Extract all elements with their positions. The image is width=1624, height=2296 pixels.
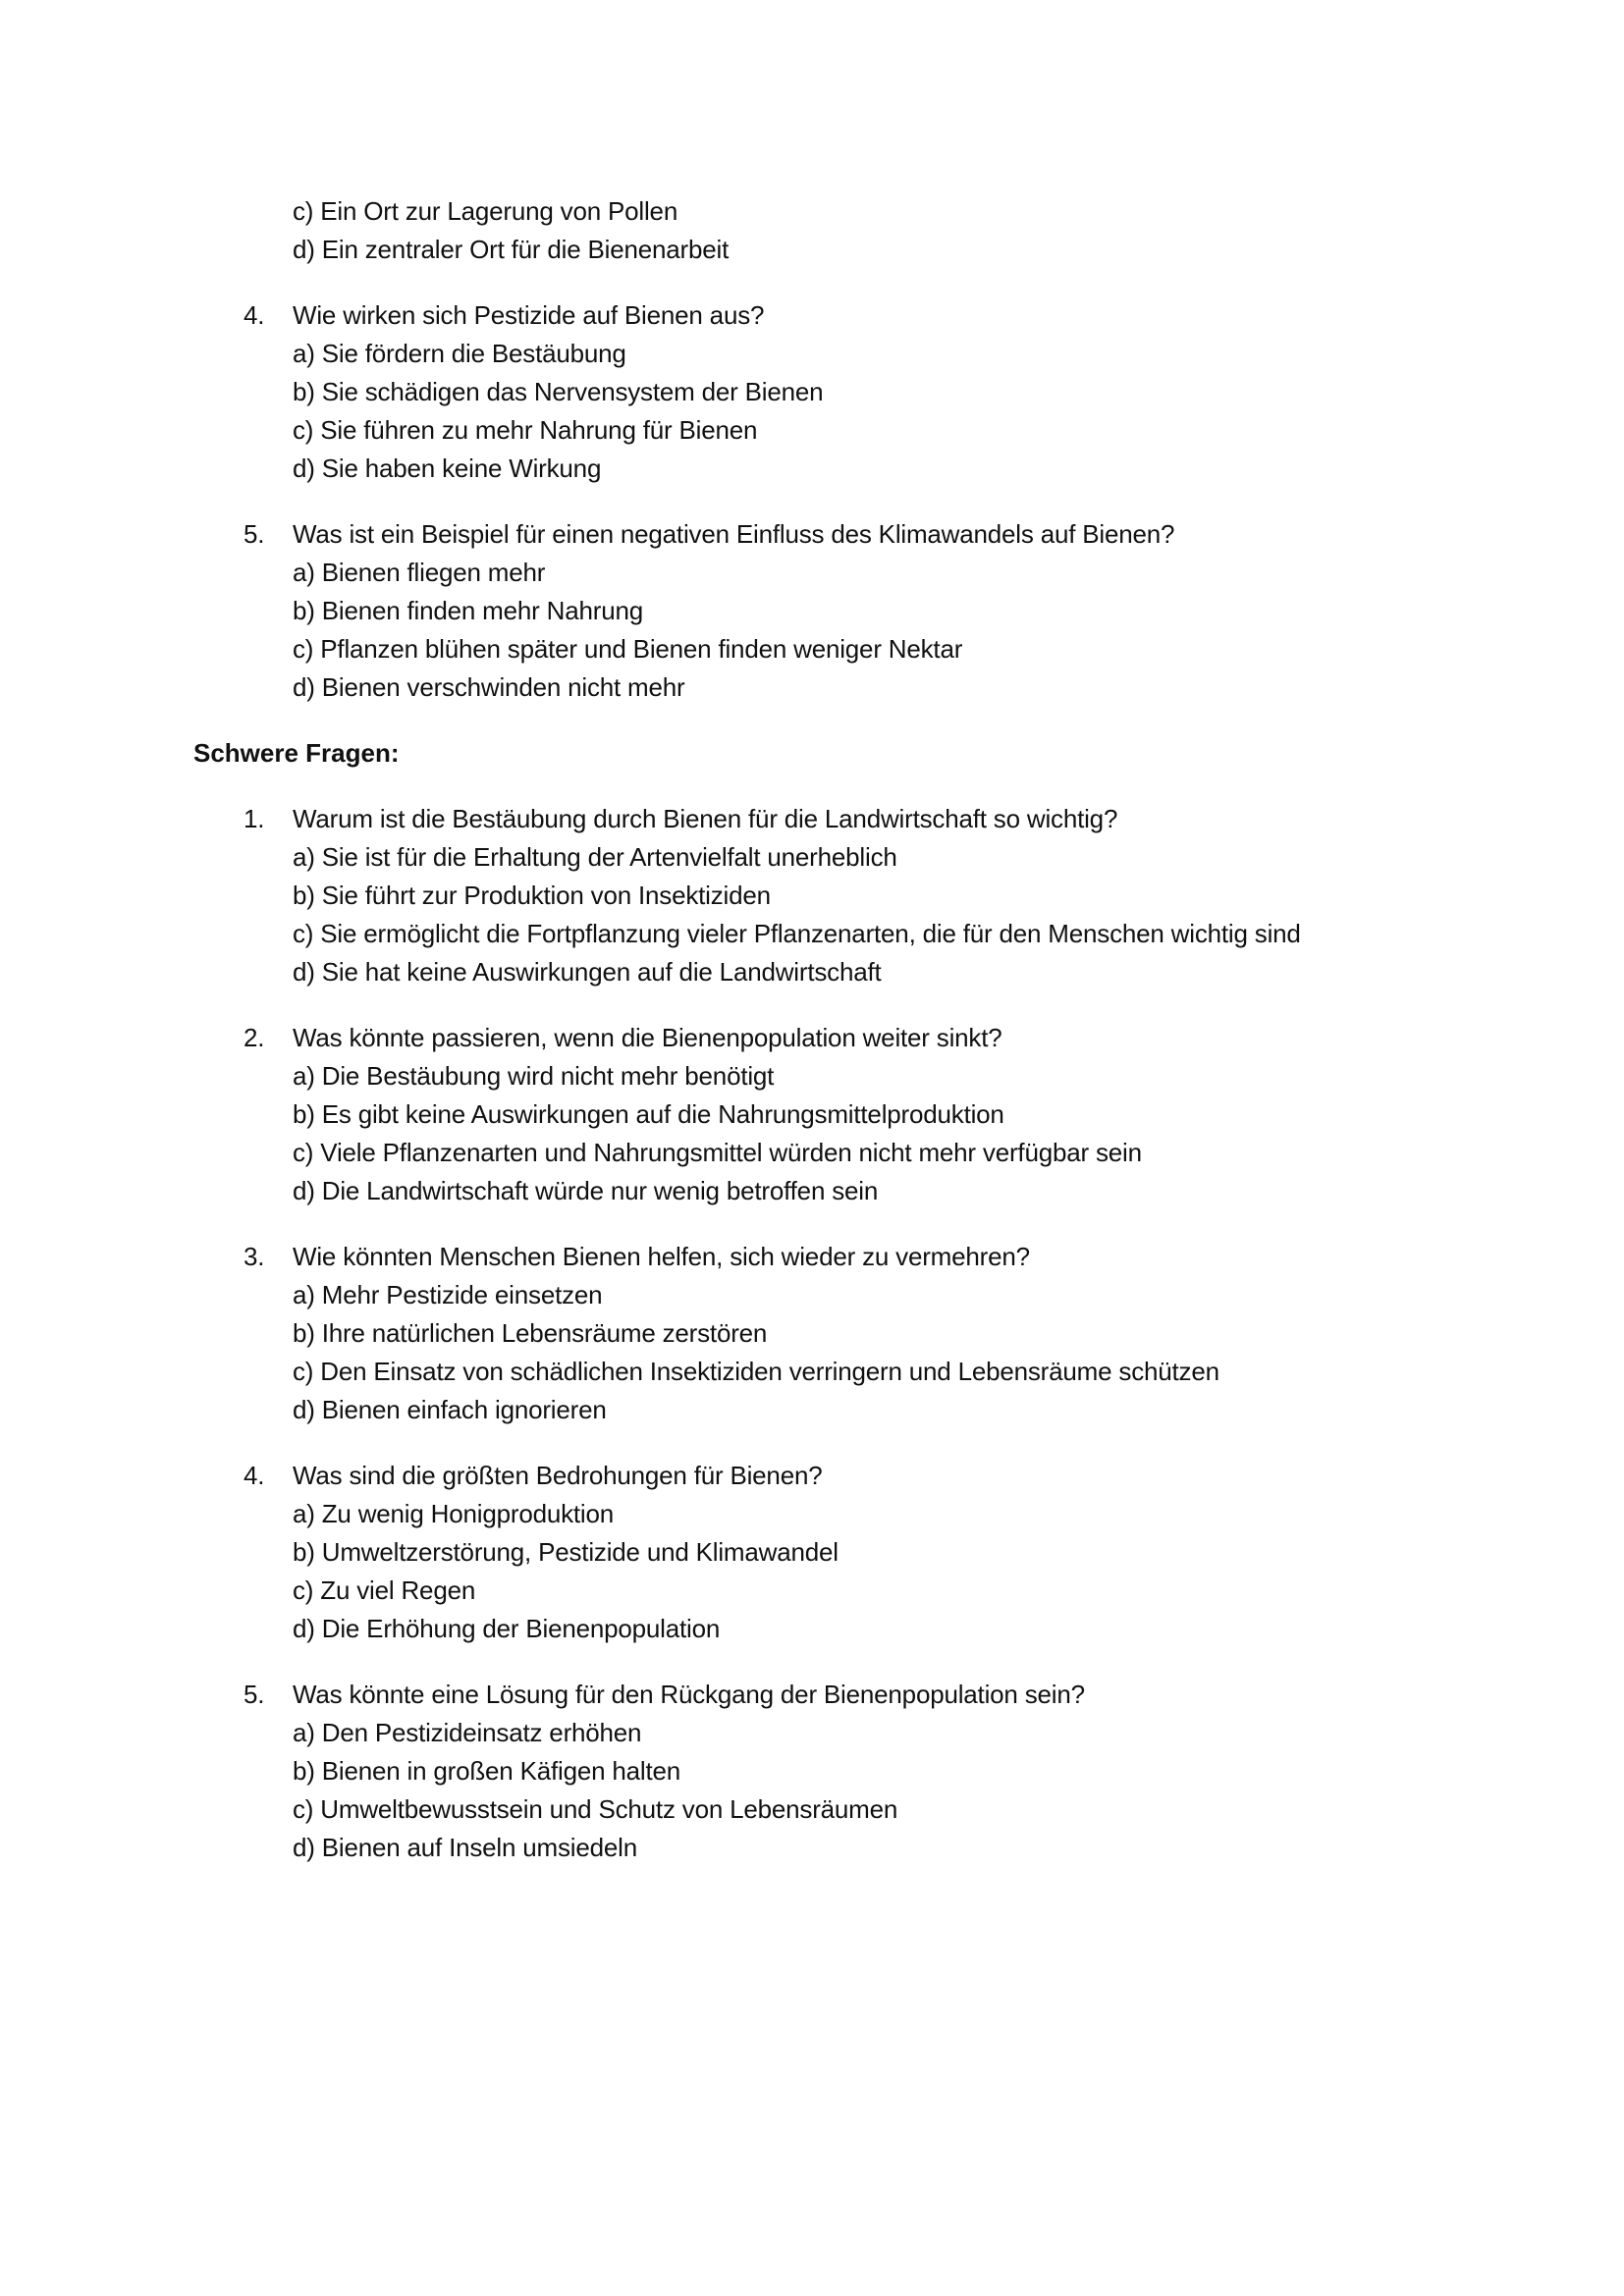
answer-option: c) Den Einsatz von schädlichen Insektiziden verringern und Lebensräume schützen	[293, 1357, 1219, 1386]
answer-option: a) Mehr Pestizide einsetzen	[293, 1280, 603, 1309]
question-item	[193, 800, 1431, 991]
answer-option: b) Bienen finden mehr Nahrung	[293, 596, 643, 625]
question-number: 1.	[244, 804, 265, 833]
question-label: Was könnte eine Lösung für den Rückgang der Bienenpopulation sein?	[293, 1680, 1085, 1709]
answer-option: c) Ein Ort zur Lagerung von Pollen	[293, 196, 678, 226]
question-text	[193, 1457, 1431, 1495]
question-number: 3.	[244, 1242, 265, 1271]
question-label: Was könnte passieren, wenn die Bienenpopulation weiter sinkt?	[293, 1023, 1002, 1052]
answer-option: b) Sie führt zur Produktion von Insektiziden	[293, 881, 771, 910]
answer-option: b) Umweltzerstörung, Pestizide und Klimawandel	[293, 1537, 839, 1567]
answer-option: a) Bienen fliegen mehr	[293, 558, 546, 587]
quiz-content	[193, 192, 1431, 1895]
question-item	[193, 1019, 1431, 1210]
answer-option: c) Viele Pflanzenarten und Nahrungsmittel würden nicht mehr verfügbar sein	[293, 1138, 1142, 1167]
question-label: Wie wirken sich Pestizide auf Bienen aus?	[293, 300, 765, 330]
continued-question-options	[193, 192, 1431, 269]
answer-option: a) Sie fördern die Bestäubung	[293, 339, 626, 368]
answer-option: a) Den Pestizideinsatz erhöhen	[293, 1718, 642, 1747]
question-text	[193, 1676, 1431, 1714]
question-text	[193, 515, 1431, 554]
answer-option: c) Sie ermöglicht die Fortpflanzung vieler Pflanzenarten, die für den Menschen wichtig sind	[293, 919, 1301, 948]
answer-option: d) Die Landwirtschaft würde nur wenig betroffen sein	[293, 1176, 879, 1205]
answer-option: c) Sie führen zu mehr Nahrung für Bienen	[293, 415, 758, 445]
question-item	[193, 296, 1431, 488]
answer-option: d) Bienen einfach ignorieren	[293, 1395, 607, 1424]
answer-option: c) Pflanzen blühen später und Bienen finden weniger Nektar	[293, 634, 963, 664]
answer-option: b) Bienen in großen Käfigen halten	[293, 1756, 681, 1786]
question-number: 2.	[244, 1023, 265, 1052]
answer-option: d) Sie haben keine Wirkung	[293, 454, 602, 483]
question-number: 5.	[244, 1680, 265, 1709]
answer-option: b) Ihre natürlichen Lebensräume zerstören	[293, 1318, 768, 1348]
question-label: Warum ist die Bestäubung durch Bienen für die Landwirtschaft so wichtig?	[293, 804, 1118, 833]
question-text	[193, 1238, 1431, 1276]
question-item	[193, 1676, 1431, 1867]
question-item	[193, 515, 1431, 707]
question-text	[193, 296, 1431, 335]
question-number: 5.	[244, 519, 265, 549]
question-item	[193, 1457, 1431, 1648]
answer-option: d) Ein zentraler Ort für die Bienenarbeit	[293, 235, 730, 264]
answer-option: d) Bienen verschwinden nicht mehr	[293, 672, 685, 702]
answer-option: a) Die Bestäubung wird nicht mehr benötigt	[293, 1061, 775, 1091]
answer-option: d) Sie hat keine Auswirkungen auf die Landwirtschaft	[293, 957, 882, 987]
answer-option: a) Sie ist für die Erhaltung der Artenvielfalt unerheblich	[293, 842, 897, 872]
answer-option: b) Es gibt keine Auswirkungen auf die Nahrungsmittelproduktion	[293, 1099, 1004, 1129]
answer-option: d) Bienen auf Inseln umsiedeln	[293, 1833, 638, 1862]
question-label: Wie könnten Menschen Bienen helfen, sich wieder zu vermehren?	[293, 1242, 1030, 1271]
question-label: Was ist ein Beispiel für einen negativen Einfluss des Klimawandels auf Bienen?	[293, 519, 1175, 549]
answer-option: b) Sie schädigen das Nervensystem der Bienen	[293, 377, 824, 406]
question-text	[193, 800, 1431, 838]
question-label: Was sind die größten Bedrohungen für Bienen?	[293, 1461, 823, 1490]
question-number: 4.	[244, 300, 265, 330]
question-text	[193, 1019, 1431, 1057]
answer-option: c) Zu viel Regen	[293, 1575, 476, 1605]
question-number: 4.	[244, 1461, 265, 1490]
answer-option: a) Zu wenig Honigproduktion	[293, 1499, 615, 1528]
question-item	[193, 1238, 1431, 1429]
answer-option: c) Umweltbewusstsein und Schutz von Lebensräumen	[293, 1794, 898, 1824]
answer-option: d) Die Erhöhung der Bienenpopulation	[293, 1614, 721, 1643]
section-heading: Schwere Fragen:	[193, 738, 400, 768]
